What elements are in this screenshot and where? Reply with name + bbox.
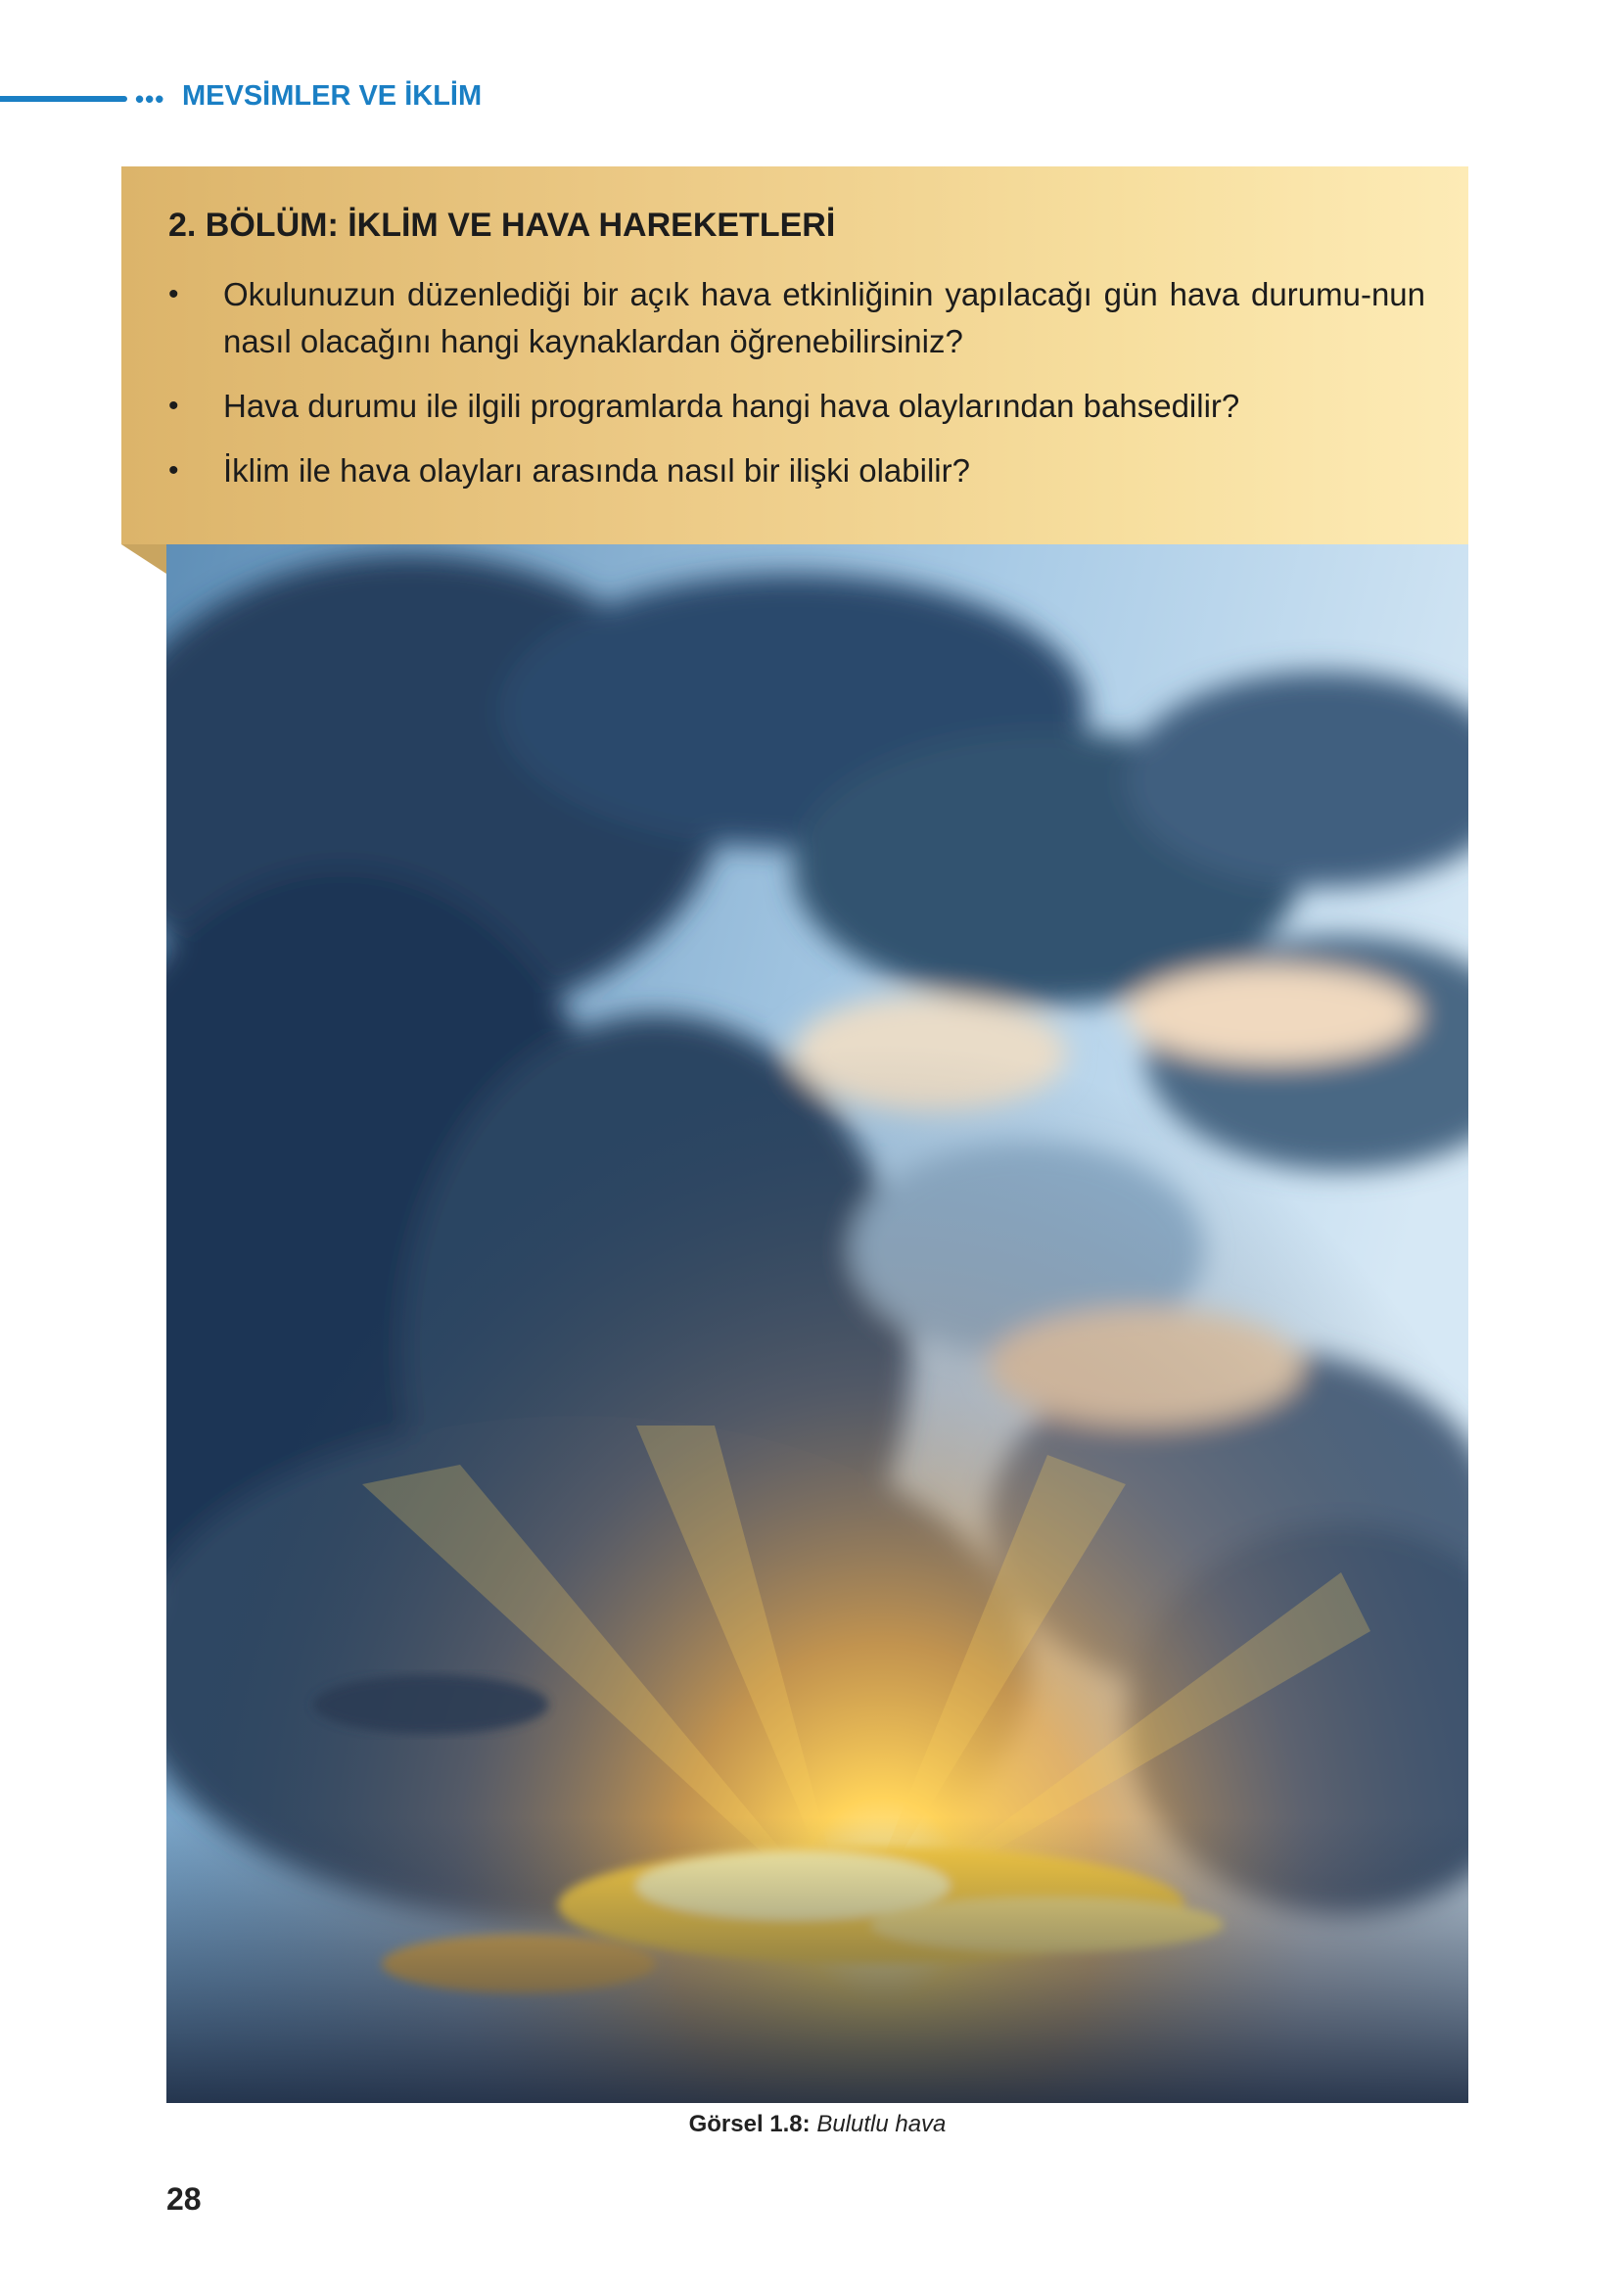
header-rule [0, 96, 127, 102]
bullet-icon: • [168, 453, 179, 487]
bullet-icon: • [168, 389, 179, 422]
chapter-title: MEVSİMLER VE İKLİM [182, 80, 483, 112]
figure-caption-text: Bulutlu hava [816, 2111, 947, 2137]
question-item [168, 447, 1425, 494]
section-intro-box [121, 166, 1468, 544]
question-text: Hava durumu ile ilgili programlarda hangi hava olaylarından bahsedilir? [223, 387, 1240, 424]
header-dots: ••• [135, 84, 165, 114]
section-title: 2. BÖLÜM: İKLİM VE HAVA HAREKETLERİ [168, 207, 836, 244]
page-number: 28 [166, 2181, 202, 2217]
question-text: Okulunuzun düzenlediği bir açık hava etkinliğinin yapılacağı gün hava durumu-nun nasıl olacağını hangi kaynaklardan öğrenebilirsiniz? [223, 275, 1425, 359]
cloudy-sky-photo [166, 544, 1468, 2103]
box-fold-corner [121, 544, 166, 574]
bullet-icon: • [168, 277, 179, 310]
figure-caption [166, 2111, 1468, 2138]
question-item [168, 271, 1425, 365]
question-text: İklim ile hava olayları arasında nasıl bir ilişki olabilir? [223, 451, 970, 489]
question-item [168, 383, 1425, 430]
question-list [168, 271, 1425, 494]
figure-label: Görsel 1.8: [688, 2111, 811, 2137]
